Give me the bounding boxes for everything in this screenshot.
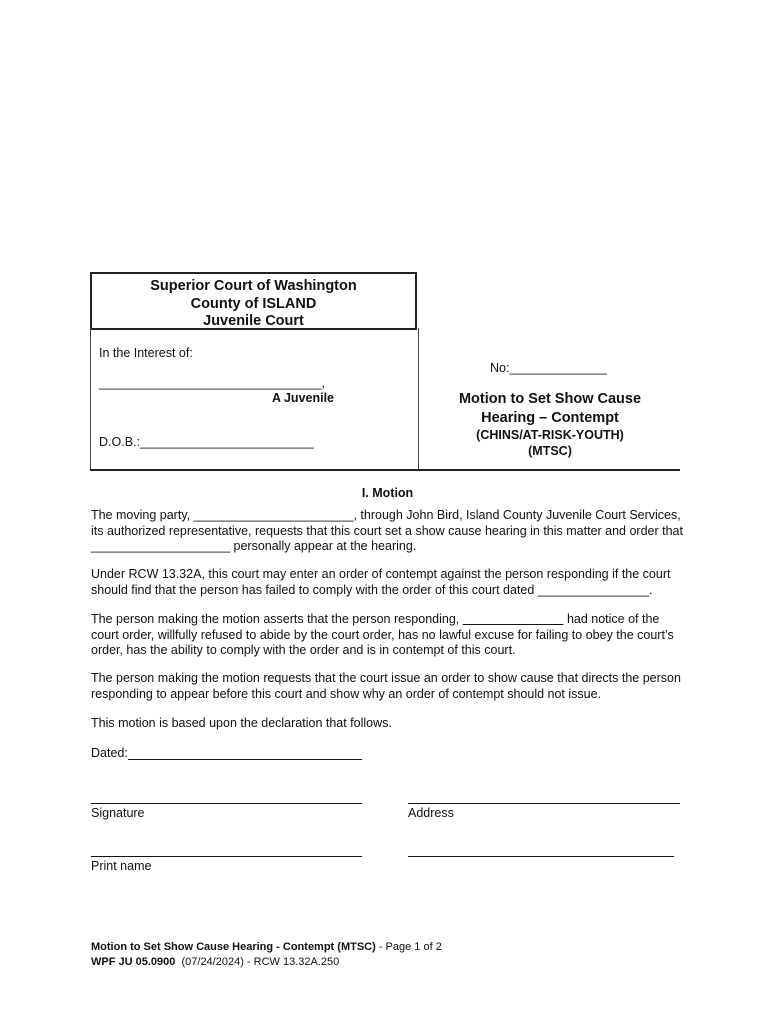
interest-label: In the Interest of: <box>99 346 193 360</box>
signature-label: Signature <box>91 806 145 820</box>
address-label: Address <box>408 806 454 820</box>
dated-label: Dated: <box>91 746 128 760</box>
motion-paragraph-2: Under RCW 13.32A, this court may enter an order of contempt against the person responding if the court should find that the person has failed to comply with the order of this court dated ________________. <box>91 567 671 597</box>
address-line-2[interactable] <box>408 856 674 857</box>
page-footer <box>91 940 442 970</box>
p3-rest: had notice of the court order, willfully refused to abide by the court order, has no lawful excuse for failing to obey the court’s order, has the ability to comply with the order and is in contempt of this court. <box>91 612 674 657</box>
juvenile-label: A Juvenile <box>271 391 334 405</box>
footer-form-code: WPF JU 05.0900 <box>91 956 176 968</box>
juvenile-name-blank[interactable]: ________________________________, <box>99 376 325 390</box>
county-name: County of ISLAND <box>190 295 317 312</box>
dob-field[interactable]: D.O.B.:_________________________ <box>99 435 314 449</box>
court-name: Superior Court of Washington <box>150 278 357 294</box>
form-subtitle-line2: (MTSC) <box>528 444 572 458</box>
section-heading: I. Motion <box>361 486 414 500</box>
form-title-line1: Motion to Set Show Cause <box>458 391 642 407</box>
case-number-field[interactable]: No:______________ <box>490 361 607 375</box>
signature-line[interactable] <box>91 803 362 804</box>
footer-form-date: (07/24/2024) - RCW 13.32A.250 <box>175 956 340 968</box>
footer-form-title: Motion to Set Show Cause Hearing - Contempt (MTSC) <box>91 941 376 953</box>
p3-lead: The person making the motion asserts that the person responding, <box>91 612 463 626</box>
dated-line[interactable] <box>128 759 362 760</box>
print-name-label: Print name <box>91 859 152 873</box>
footer-page-info: - Page 1 of 2 <box>375 941 442 953</box>
caption-left-border <box>90 328 91 470</box>
print-name-line[interactable] <box>91 856 362 857</box>
court-caption-box <box>90 272 417 330</box>
motion-paragraph-1: The moving party, _______________________, through John Bird, Island County Juvenile Court Services, its authorized representative, requests that this court set a show cause hearing in this matter and order that ____________________ personally appear at the hearing. <box>91 508 683 553</box>
caption-divider <box>418 328 419 470</box>
court-division: Juvenile Court <box>203 313 304 329</box>
motion-paragraph-4: The person making the motion requests that the court issue an order to show cause that directs the person responding to appear before this court and show why an order of contempt should not issue. <box>91 671 681 701</box>
form-subtitle-line1: (CHINS/AT-RISK-YOUTH) <box>476 428 624 442</box>
motion-paragraph-3 <box>91 612 686 659</box>
form-title-line2: Hearing – Contempt <box>481 410 619 426</box>
motion-paragraph-5: This motion is based upon the declaration that follows. <box>91 716 392 730</box>
person-responding-blank[interactable] <box>463 612 564 626</box>
address-line[interactable] <box>408 803 680 804</box>
form-title <box>430 390 670 459</box>
caption-bottom-rule <box>90 469 680 471</box>
